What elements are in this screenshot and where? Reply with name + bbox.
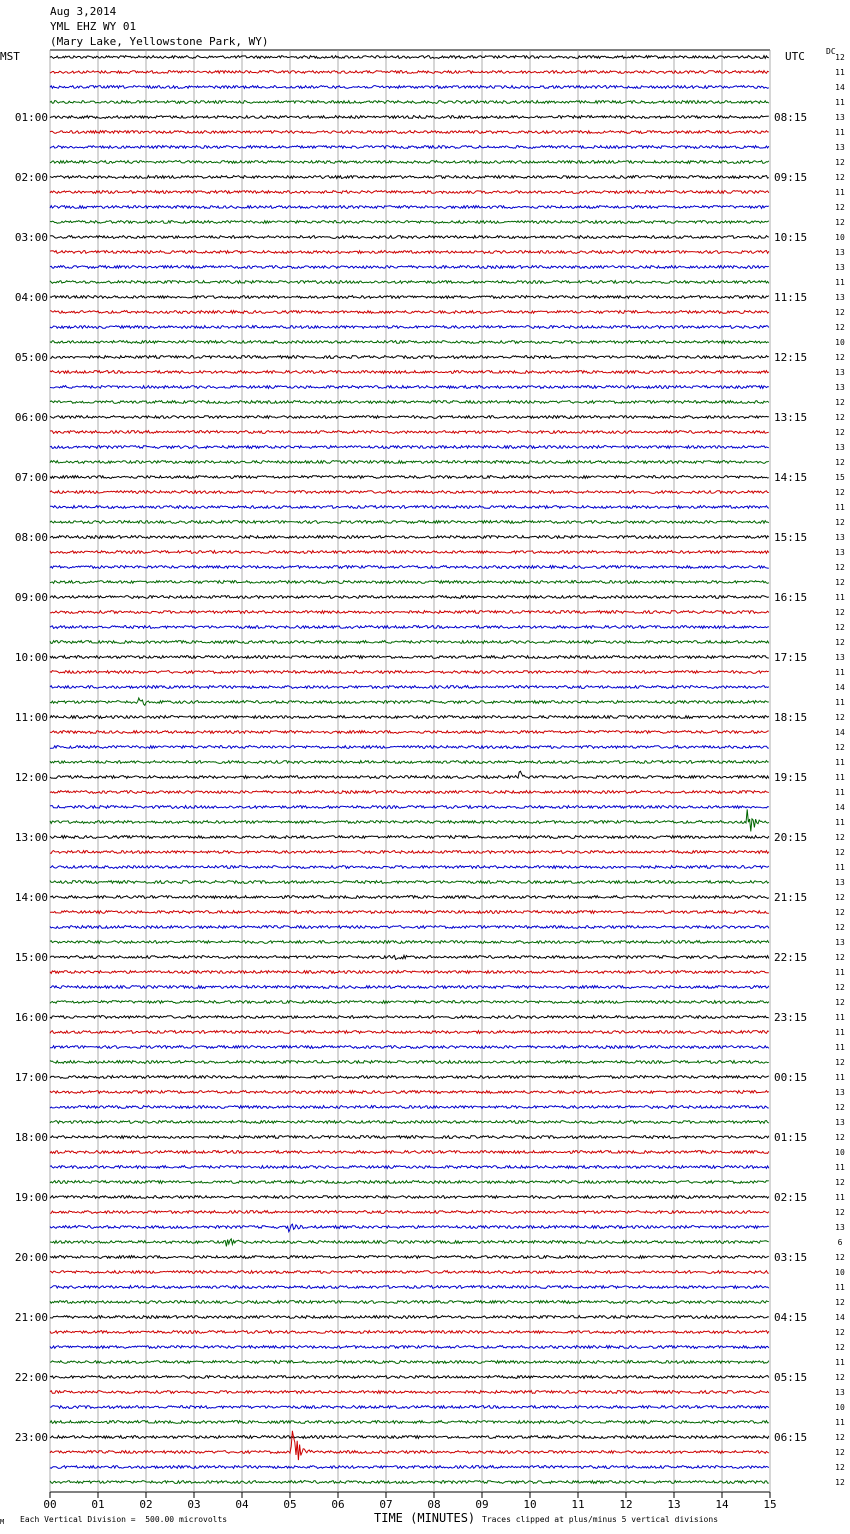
- dc-offset-label: 13: [835, 1118, 845, 1127]
- trace-line: [50, 1239, 769, 1247]
- trace-line: [50, 1406, 769, 1409]
- trace-line: [50, 671, 769, 674]
- date-title: Aug 3,2014: [50, 5, 117, 18]
- trace-line: [50, 416, 769, 419]
- dc-offset-label: 12: [835, 308, 845, 317]
- right-hour-label: 13:15: [774, 411, 808, 424]
- trace-line: [50, 296, 769, 299]
- dc-offset-label: 12: [835, 623, 845, 632]
- right-hour-label: 02:15: [774, 1191, 808, 1204]
- trace-line: [50, 626, 769, 629]
- trace-line: [50, 326, 769, 329]
- dc-offset-label: 11: [835, 1283, 845, 1292]
- trace-line: [50, 1061, 769, 1064]
- trace-line: [50, 611, 769, 614]
- dc-offset-label: 12: [835, 923, 845, 932]
- trace-line: [50, 1391, 769, 1394]
- dc-offset-label: 12: [835, 1343, 845, 1352]
- trace-line: [50, 809, 769, 831]
- trace-line: [50, 771, 769, 778]
- dc-offset-label: 13: [835, 938, 845, 947]
- left-hour-label: 14:00: [14, 891, 48, 904]
- dc-offset-label: 12: [835, 608, 845, 617]
- dc-offset-label: 12: [835, 413, 845, 422]
- trace-line: [50, 386, 769, 389]
- trace-line: [50, 1031, 769, 1034]
- dc-offset-label: 12: [835, 1373, 845, 1382]
- dc-offset-label: 13: [835, 293, 845, 302]
- dc-offset-label: 13: [835, 1223, 845, 1232]
- trace-line: [50, 581, 769, 584]
- trace-line: [50, 1181, 769, 1184]
- trace-line: [50, 1196, 769, 1199]
- trace-line: [50, 461, 769, 464]
- trace-line: [50, 1136, 769, 1139]
- dc-offset-label: 10: [835, 1148, 845, 1157]
- dc-offset-label: 12: [835, 953, 845, 962]
- dc-offset-label: 13: [835, 263, 845, 272]
- dc-offset-label: 12: [835, 833, 845, 842]
- left-hour-label: 08:00: [14, 531, 48, 544]
- x-tick-label: 00: [43, 1498, 57, 1511]
- dc-offset-label: 12: [835, 158, 845, 167]
- dc-offset-label: 12: [835, 713, 845, 722]
- right-hour-label: 05:15: [774, 1371, 808, 1384]
- dc-offset-label: 11: [835, 1418, 845, 1427]
- dc-offset-label: 13: [835, 383, 845, 392]
- dc-offset-label: 15: [835, 473, 845, 482]
- right-hour-label: 21:15: [774, 891, 808, 904]
- location-title: (Mary Lake, Yellowstone Park, WY): [50, 35, 269, 48]
- dc-offset-label: 12: [835, 1478, 845, 1487]
- dc-offset-label: 13: [835, 548, 845, 557]
- dc-offset-label: 11: [835, 1073, 845, 1082]
- dc-offset-label: 12: [835, 1463, 845, 1472]
- trace-line: [50, 698, 769, 705]
- trace-line: [50, 836, 769, 839]
- trace-line: [50, 1316, 769, 1319]
- dc-offset-label: 11: [835, 788, 845, 797]
- left-hour-label: 16:00: [14, 1011, 48, 1024]
- dc-offset-label: 14: [835, 1313, 845, 1322]
- right-timezone-label: UTC: [785, 50, 805, 63]
- dc-offset-label: 11: [835, 668, 845, 677]
- trace-line: [50, 686, 769, 689]
- dc-offset-label: 10: [835, 1403, 845, 1412]
- dc-offset-label: 12: [835, 53, 845, 62]
- dc-offset-label: 12: [835, 908, 845, 917]
- dc-label: DC: [826, 47, 836, 56]
- trace-line: [50, 206, 769, 209]
- dc-offset-label: 12: [835, 323, 845, 332]
- dc-offset-label: 12: [835, 428, 845, 437]
- dc-offset-label: 12: [835, 173, 845, 182]
- trace-line: [50, 1016, 769, 1019]
- trace-line: [50, 86, 769, 89]
- left-hour-label: 21:00: [14, 1311, 48, 1324]
- x-tick-label: 04: [235, 1498, 249, 1511]
- trace-line: [50, 1376, 769, 1379]
- trace-line: [50, 1466, 769, 1469]
- x-tick-label: 05: [283, 1498, 297, 1511]
- dc-offset-label: 12: [835, 488, 845, 497]
- trace-line: [50, 1076, 769, 1079]
- dc-offset-label: 12: [835, 1058, 845, 1067]
- x-tick-label: 08: [427, 1498, 441, 1511]
- trace-line: [50, 431, 769, 434]
- left-hour-label: 03:00: [14, 231, 48, 244]
- trace-line: [50, 356, 769, 359]
- dc-offset-label: 14: [835, 728, 845, 737]
- left-hour-label: 13:00: [14, 831, 48, 844]
- dc-offset-label: 14: [835, 83, 845, 92]
- trace-line: [50, 1046, 769, 1049]
- dc-offset-label: 11: [835, 968, 845, 977]
- x-tick-label: 09: [475, 1498, 489, 1511]
- trace-line: [50, 191, 769, 194]
- trace-line: [50, 926, 769, 929]
- dc-offset-label: 11: [835, 593, 845, 602]
- trace-line: [50, 446, 769, 449]
- trace-line: [50, 761, 769, 764]
- dc-offset-label: 12: [835, 353, 845, 362]
- right-hour-label: 11:15: [774, 291, 808, 304]
- dc-offset-label: 12: [835, 893, 845, 902]
- x-tick-label: 06: [331, 1498, 345, 1511]
- left-hour-label: 18:00: [14, 1131, 48, 1144]
- right-hour-label: 01:15: [774, 1131, 808, 1144]
- right-hour-label: 22:15: [774, 951, 808, 964]
- dc-offset-label: 12: [835, 563, 845, 572]
- trace-line: [50, 506, 769, 509]
- dc-offset-label: 11: [835, 698, 845, 707]
- right-hour-label: 09:15: [774, 171, 808, 184]
- dc-offset-label: 13: [835, 113, 845, 122]
- left-hour-label: 22:00: [14, 1371, 48, 1384]
- dc-offset-label: 13: [835, 653, 845, 662]
- trace-line: [50, 251, 769, 254]
- dc-offset-label: 11: [835, 863, 845, 872]
- dc-offset-label: 10: [835, 233, 845, 242]
- trace-line: [50, 266, 769, 269]
- dc-offset-label: 11: [835, 68, 845, 77]
- trace-line: [50, 401, 769, 404]
- right-hour-label: 17:15: [774, 651, 808, 664]
- left-hour-label: 12:00: [14, 771, 48, 784]
- dc-offset-label: 13: [835, 443, 845, 452]
- dc-offset-label: 12: [835, 1178, 845, 1187]
- dc-offset-label: 11: [835, 128, 845, 137]
- dc-offset-label: 13: [835, 143, 845, 152]
- dc-offset-label: 12: [835, 638, 845, 647]
- left-hour-label: 15:00: [14, 951, 48, 964]
- right-hour-label: 06:15: [774, 1431, 808, 1444]
- dc-offset-label: 11: [835, 278, 845, 287]
- dc-offset-label: 13: [835, 248, 845, 257]
- trace-line: [50, 1224, 769, 1232]
- trace-line: [50, 986, 769, 989]
- dc-offset-label: 13: [835, 878, 845, 887]
- left-hour-label: 05:00: [14, 351, 48, 364]
- dc-offset-label: 12: [835, 1433, 845, 1442]
- left-hour-label: 09:00: [14, 591, 48, 604]
- x-tick-label: 13: [667, 1498, 681, 1511]
- trace-line: [50, 1151, 769, 1154]
- right-hour-label: 15:15: [774, 531, 808, 544]
- trace-line: [50, 911, 769, 914]
- dc-offset-label: 12: [835, 1133, 845, 1142]
- dc-offset-label: 14: [835, 683, 845, 692]
- right-hour-label: 12:15: [774, 351, 808, 364]
- dc-offset-label: 11: [835, 1163, 845, 1172]
- trace-line: [50, 1211, 769, 1214]
- left-hour-label: 23:00: [14, 1431, 48, 1444]
- trace-line: [50, 1121, 769, 1124]
- dc-offset-label: 12: [835, 518, 845, 527]
- dc-offset-label: 12: [835, 218, 845, 227]
- dc-offset-label: 13: [835, 1388, 845, 1397]
- trace-line: [50, 806, 769, 809]
- trace-line: [50, 311, 769, 314]
- trace-line: [50, 551, 769, 554]
- right-hour-label: 19:15: [774, 771, 808, 784]
- right-hour-label: 10:15: [774, 231, 808, 244]
- x-tick-label: 10: [523, 1498, 537, 1511]
- trace-line: [50, 536, 769, 539]
- clip-note: Traces clipped at plus/minus 5 vertical divisions: [482, 1515, 719, 1524]
- trace-line: [50, 1331, 769, 1334]
- trace-line: [50, 746, 769, 749]
- x-tick-label: 07: [379, 1498, 393, 1511]
- dc-offset-label: 11: [835, 188, 845, 197]
- right-hour-label: 20:15: [774, 831, 808, 844]
- dc-offset-label: 12: [835, 1253, 845, 1262]
- trace-line: [50, 236, 769, 239]
- dc-offset-label: 11: [835, 503, 845, 512]
- left-hour-label: 07:00: [14, 471, 48, 484]
- right-hour-label: 18:15: [774, 711, 808, 724]
- right-hour-label: 14:15: [774, 471, 808, 484]
- trace-line: [50, 56, 769, 59]
- x-tick-label: 02: [139, 1498, 153, 1511]
- right-hour-label: 00:15: [774, 1071, 808, 1084]
- dc-offset-label: 12: [835, 743, 845, 752]
- x-tick-label: 12: [619, 1498, 633, 1511]
- trace-line: [50, 1286, 769, 1289]
- left-hour-label: 06:00: [14, 411, 48, 424]
- left-hour-label: 19:00: [14, 1191, 48, 1204]
- trace-line: [50, 101, 769, 104]
- trace-line: [50, 146, 769, 149]
- dc-offset-label: 11: [835, 1028, 845, 1037]
- x-tick-label: 03: [187, 1498, 201, 1511]
- trace-line: [50, 716, 769, 719]
- trace-line: [50, 1436, 769, 1439]
- left-hour-label: 10:00: [14, 651, 48, 664]
- dc-offset-label: 10: [835, 338, 845, 347]
- trace-line: [50, 896, 769, 899]
- trace-line: [50, 371, 769, 374]
- right-hour-label: 23:15: [774, 1011, 808, 1024]
- trace-line: [50, 176, 769, 179]
- dc-offset-label: 12: [835, 848, 845, 857]
- trace-line: [50, 1166, 769, 1169]
- right-hour-label: 03:15: [774, 1251, 808, 1264]
- dc-offset-label: 11: [835, 818, 845, 827]
- left-hour-label: 01:00: [14, 111, 48, 124]
- trace-line: [50, 1256, 769, 1259]
- dc-offset-label: 12: [835, 1103, 845, 1112]
- trace-line: [50, 1301, 769, 1304]
- left-hour-label: 11:00: [14, 711, 48, 724]
- dc-offset-label: 12: [835, 398, 845, 407]
- station-title: YML EHZ WY 01: [50, 20, 137, 33]
- trace-line: [50, 1106, 769, 1109]
- trace-line: [50, 656, 769, 659]
- dc-offset-label: 11: [835, 1013, 845, 1022]
- x-axis-label: TIME (MINUTES): [374, 1511, 476, 1525]
- right-hour-label: 08:15: [774, 111, 808, 124]
- dc-offset-label: 12: [835, 203, 845, 212]
- right-hour-label: 16:15: [774, 591, 808, 604]
- trace-line: [50, 71, 769, 74]
- dc-offset-label: 12: [835, 458, 845, 467]
- trace-line: [50, 1001, 769, 1004]
- trace-line: [50, 866, 769, 869]
- trace-line: [50, 1421, 769, 1424]
- left-timezone-label: MST: [0, 50, 20, 63]
- x-tick-label: 14: [715, 1498, 729, 1511]
- trace-line: [50, 731, 769, 734]
- dc-offset-label: 12: [835, 1298, 845, 1307]
- trace-line: [50, 491, 769, 494]
- trace-line: [50, 116, 769, 119]
- trace-line: [50, 941, 769, 944]
- dc-offset-label: 12: [835, 578, 845, 587]
- trace-line: [50, 476, 769, 479]
- dc-offset-label: 11: [835, 758, 845, 767]
- dc-offset-label: 13: [835, 533, 845, 542]
- scale-note: Each Vertical Division = 500.00 microvolts: [20, 1515, 228, 1524]
- trace-line: [50, 791, 769, 794]
- trace-line: [50, 1346, 769, 1349]
- trace-line: [50, 281, 769, 284]
- dc-offset-label: 12: [835, 983, 845, 992]
- left-hour-label: 17:00: [14, 1071, 48, 1084]
- dc-offset-label: 13: [835, 1088, 845, 1097]
- corner-mark: M: [0, 1518, 5, 1526]
- x-tick-label: 11: [571, 1498, 585, 1511]
- dc-offset-label: 10: [835, 1268, 845, 1277]
- trace-line: [50, 1431, 769, 1460]
- trace-line: [50, 641, 769, 644]
- trace-line: [50, 161, 769, 164]
- dc-offset-label: 13: [835, 368, 845, 377]
- dc-offset-label: 11: [835, 98, 845, 107]
- trace-line: [50, 131, 769, 134]
- trace-line: [50, 1091, 769, 1094]
- left-hour-label: 04:00: [14, 291, 48, 304]
- trace-line: [50, 596, 769, 599]
- trace-line: [50, 971, 769, 974]
- dc-offset-label: 11: [835, 1193, 845, 1202]
- dc-offset-label: 11: [835, 1043, 845, 1052]
- x-tick-label: 01: [91, 1498, 105, 1511]
- trace-line: [50, 851, 769, 854]
- trace-line: [50, 521, 769, 524]
- trace-line: [50, 1481, 769, 1484]
- trace-line: [50, 566, 769, 569]
- dc-offset-label: 6: [837, 1238, 843, 1247]
- dc-offset-label: 12: [835, 1448, 845, 1457]
- dc-offset-label: 12: [835, 998, 845, 1007]
- left-hour-label: 20:00: [14, 1251, 48, 1264]
- trace-line: [50, 881, 769, 884]
- dc-offset-label: 14: [835, 803, 845, 812]
- dc-offset-label: 11: [835, 773, 845, 782]
- trace-line: [50, 1361, 769, 1364]
- trace-line: [50, 955, 769, 959]
- right-hour-label: 04:15: [774, 1311, 808, 1324]
- left-hour-label: 02:00: [14, 171, 48, 184]
- x-tick-label: 15: [763, 1498, 777, 1511]
- trace-line: [50, 1271, 769, 1274]
- trace-line: [50, 341, 769, 344]
- trace-line: [50, 221, 769, 224]
- dc-offset-label: 12: [835, 1328, 845, 1337]
- dc-offset-label: 11: [835, 1358, 845, 1367]
- dc-offset-label: 12: [835, 1208, 845, 1217]
